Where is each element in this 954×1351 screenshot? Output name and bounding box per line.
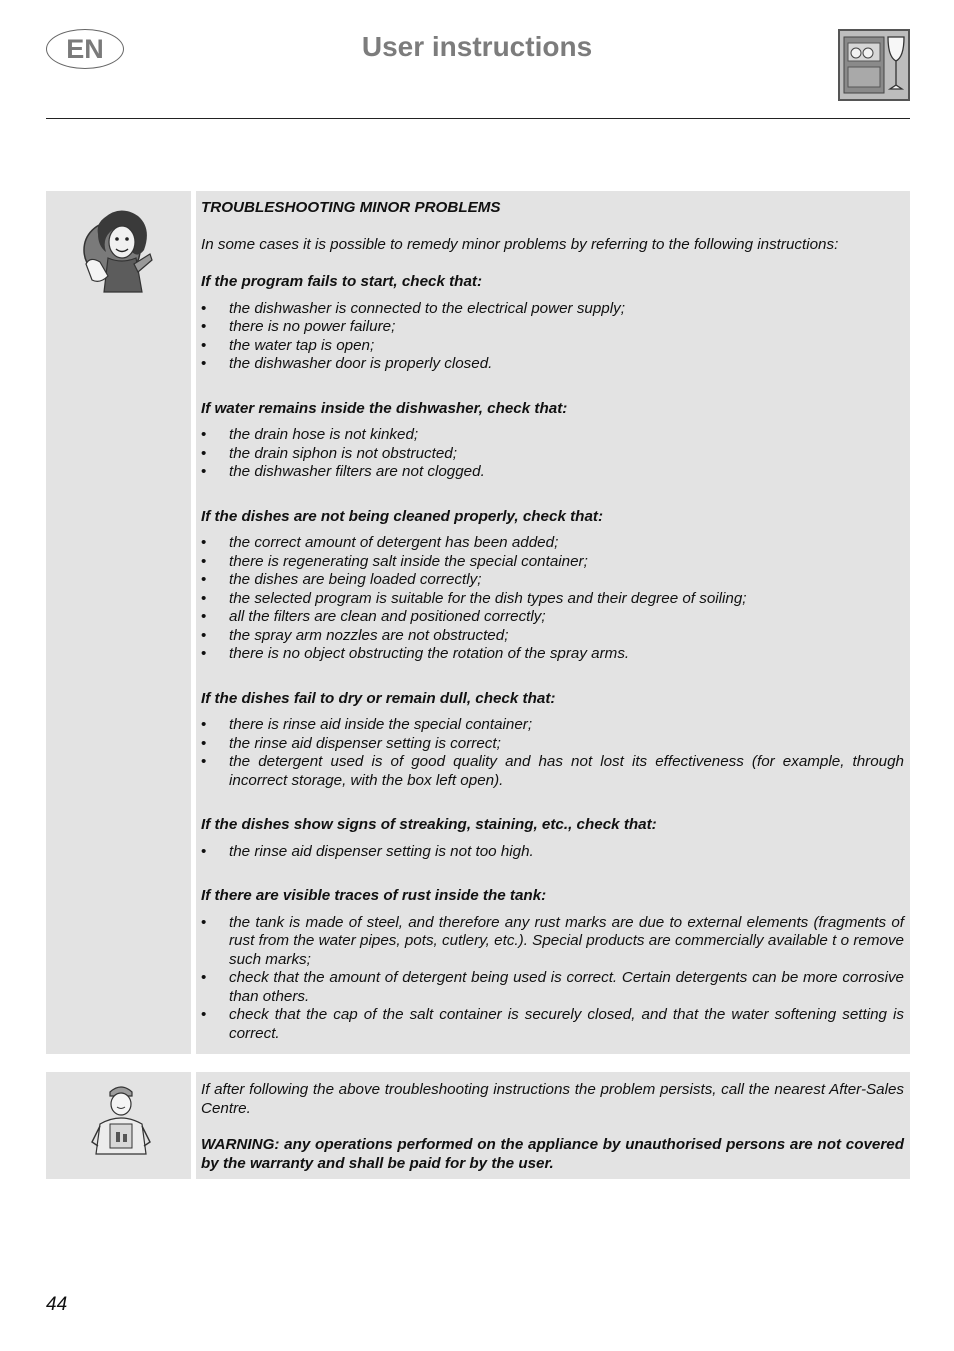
list-item: • the water tap is open; bbox=[201, 337, 904, 356]
list-item: • the dishwasher is connected to the electrical power supply; bbox=[201, 300, 904, 319]
list-item: • there is regenerating salt inside the special container; bbox=[201, 553, 904, 572]
page-number: 44 bbox=[46, 1294, 68, 1315]
check-heading-streaking: If the dishes show signs of streaking, staining, etc., check that: bbox=[201, 816, 657, 833]
list-item: • the correct amount of detergent has been added; bbox=[201, 534, 904, 553]
list-item: • there is no object obstructing the rotation of the spray arms. bbox=[201, 645, 904, 664]
service-panel bbox=[46, 1072, 910, 1179]
list-item: • the selected program is suitable for the dish types and their degree of soiling; bbox=[201, 590, 904, 609]
list-item: • the rinse aid dispenser setting is correct; bbox=[201, 735, 904, 754]
check-list-streaking bbox=[201, 843, 904, 862]
list-item: • the drain hose is not kinked; bbox=[201, 426, 904, 445]
page-title: User instructions bbox=[361, 31, 593, 62]
check-list-not-cleaned bbox=[201, 534, 904, 664]
header-divider bbox=[46, 118, 910, 119]
check-heading-not-cleaned: If the dishes are not being cleaned properly, check that: bbox=[201, 507, 604, 525]
list-item: • the dishwasher door is properly closed. bbox=[201, 355, 904, 374]
check-list-water-remains bbox=[201, 426, 904, 482]
dishwasher-glass-icon bbox=[838, 29, 910, 101]
after-sales-text: If after following the above troubleshooting instructions the problem persists, call the nearest After-Sales Centre. bbox=[201, 1081, 904, 1117]
woman-mascot-icon bbox=[82, 206, 156, 296]
check-heading-rust: If there are visible traces of rust inside the tank: bbox=[201, 887, 547, 904]
check-heading-water-remains: If water remains inside the dishwasher, check that: bbox=[201, 399, 568, 417]
check-heading-dry-dull: If the dishes fail to dry or remain dull, check that: bbox=[201, 689, 556, 707]
warranty-warning: WARNING: any operations performed on the appliance by unauthorised persons are not covered by the warranty and shall be paid for by the user. bbox=[201, 1136, 904, 1172]
intro-text: In some cases it is possible to remedy minor problems by referring to the following instructions: bbox=[201, 235, 839, 253]
troubleshooting-panel bbox=[46, 191, 910, 1054]
list-item: • there is rinse aid inside the special container; bbox=[201, 716, 904, 735]
list-item: • there is no power failure; bbox=[201, 318, 904, 337]
list-item: • the detergent used is of good quality and has not lost its effectiveness (for example, through incorrect storage, with the box left open). bbox=[201, 753, 904, 790]
technician-icon bbox=[86, 1080, 156, 1156]
check-list-program-start bbox=[201, 300, 904, 374]
check-heading-program-start: If the program fails to start, check that: bbox=[201, 273, 483, 290]
list-item: • the dishwasher filters are not clogged. bbox=[201, 463, 904, 482]
service-icon-column bbox=[46, 1072, 191, 1179]
list-item: • check that the amount of detergent being used is correct. Certain detergents can be more corrosive than others. bbox=[201, 969, 904, 1006]
troubleshooting-icon-column bbox=[46, 191, 191, 1054]
check-list-rust bbox=[201, 914, 904, 1044]
section-title: TROUBLESHOOTING MINOR PROBLEMS bbox=[201, 199, 501, 216]
troubleshooting-content bbox=[196, 191, 910, 1054]
list-item: • the spray arm nozzles are not obstructed; bbox=[201, 627, 904, 646]
list-item: • the rinse aid dispenser setting is not too high. bbox=[201, 843, 904, 862]
list-item: • the dishes are being loaded correctly; bbox=[201, 571, 904, 590]
language-badge: EN bbox=[46, 29, 124, 69]
service-content bbox=[196, 1072, 910, 1179]
list-item: • the tank is made of steel, and therefore any rust marks are due to external elements (fragments of rust from the water pipes, pots, cutlery, etc.). Special products are commercially available t o remove such marks; bbox=[201, 914, 904, 970]
list-item: • all the filters are clean and positioned correctly; bbox=[201, 608, 904, 627]
list-item: • check that the cap of the salt container is securely closed, and that the water softening setting is correct. bbox=[201, 1006, 904, 1043]
list-item: • the drain siphon is not obstructed; bbox=[201, 445, 904, 464]
check-list-dry-dull bbox=[201, 716, 904, 790]
